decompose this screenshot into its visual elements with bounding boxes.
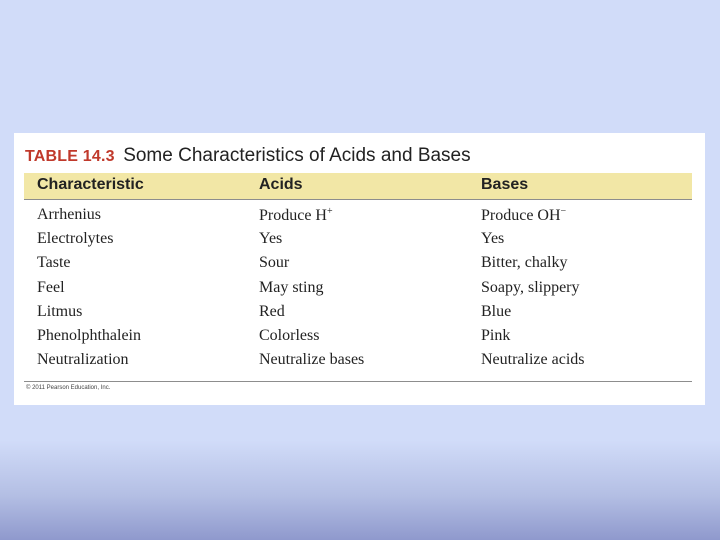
cell-characteristic: Litmus: [37, 303, 83, 320]
cell-acids: Red: [259, 303, 285, 320]
table-title-text: Some Characteristics of Acids and Bases: [123, 145, 471, 166]
table-header: [24, 173, 692, 200]
cell-characteristic: Feel: [37, 279, 65, 296]
table-bottom-rule: [24, 381, 692, 382]
cell-characteristic: Electrolytes: [37, 230, 114, 247]
table-row: [14, 279, 705, 303]
table-number: TABLE 14.3: [25, 148, 115, 165]
copyright-notice: © 2011 Pearson Education, Inc.: [26, 385, 111, 391]
cell-acids: May sting: [259, 279, 324, 296]
slide-bottom-gradient: [0, 440, 720, 540]
cell-characteristic: Taste: [37, 254, 71, 271]
table-card: [14, 133, 705, 405]
table-title: [25, 145, 471, 167]
cell-bases: Blue: [481, 303, 512, 320]
cell-bases: Neutralize acids: [481, 351, 585, 368]
table-row: [14, 327, 705, 351]
cell-bases: Pink: [481, 327, 511, 344]
table-row: [14, 254, 705, 278]
cell-acids: Produce H+: [259, 206, 333, 224]
cell-bases: Bitter, chalky: [481, 254, 568, 271]
cell-acids: Neutralize bases: [259, 351, 365, 368]
header-bases: Bases: [481, 176, 529, 193]
cell-acids: Colorless: [259, 327, 320, 344]
header-acids: Acids: [259, 176, 303, 193]
cell-acids: Sour: [259, 254, 290, 271]
cell-bases: Yes: [481, 230, 505, 247]
cell-characteristic: Neutralization: [37, 351, 129, 368]
superscript-charge: −: [560, 206, 567, 217]
table-row: [14, 230, 705, 254]
header-characteristic: Characteristic: [37, 176, 144, 193]
table-row: [14, 303, 705, 327]
cell-acids: Yes: [259, 230, 283, 247]
cell-bases: Soapy, slippery: [481, 279, 580, 296]
table-row: [14, 206, 705, 230]
cell-characteristic: Arrhenius: [37, 206, 101, 223]
superscript-charge: +: [326, 206, 333, 217]
cell-bases: Produce OH−: [481, 206, 567, 224]
table-row: [14, 351, 705, 375]
cell-characteristic: Phenolphthalein: [37, 327, 141, 344]
